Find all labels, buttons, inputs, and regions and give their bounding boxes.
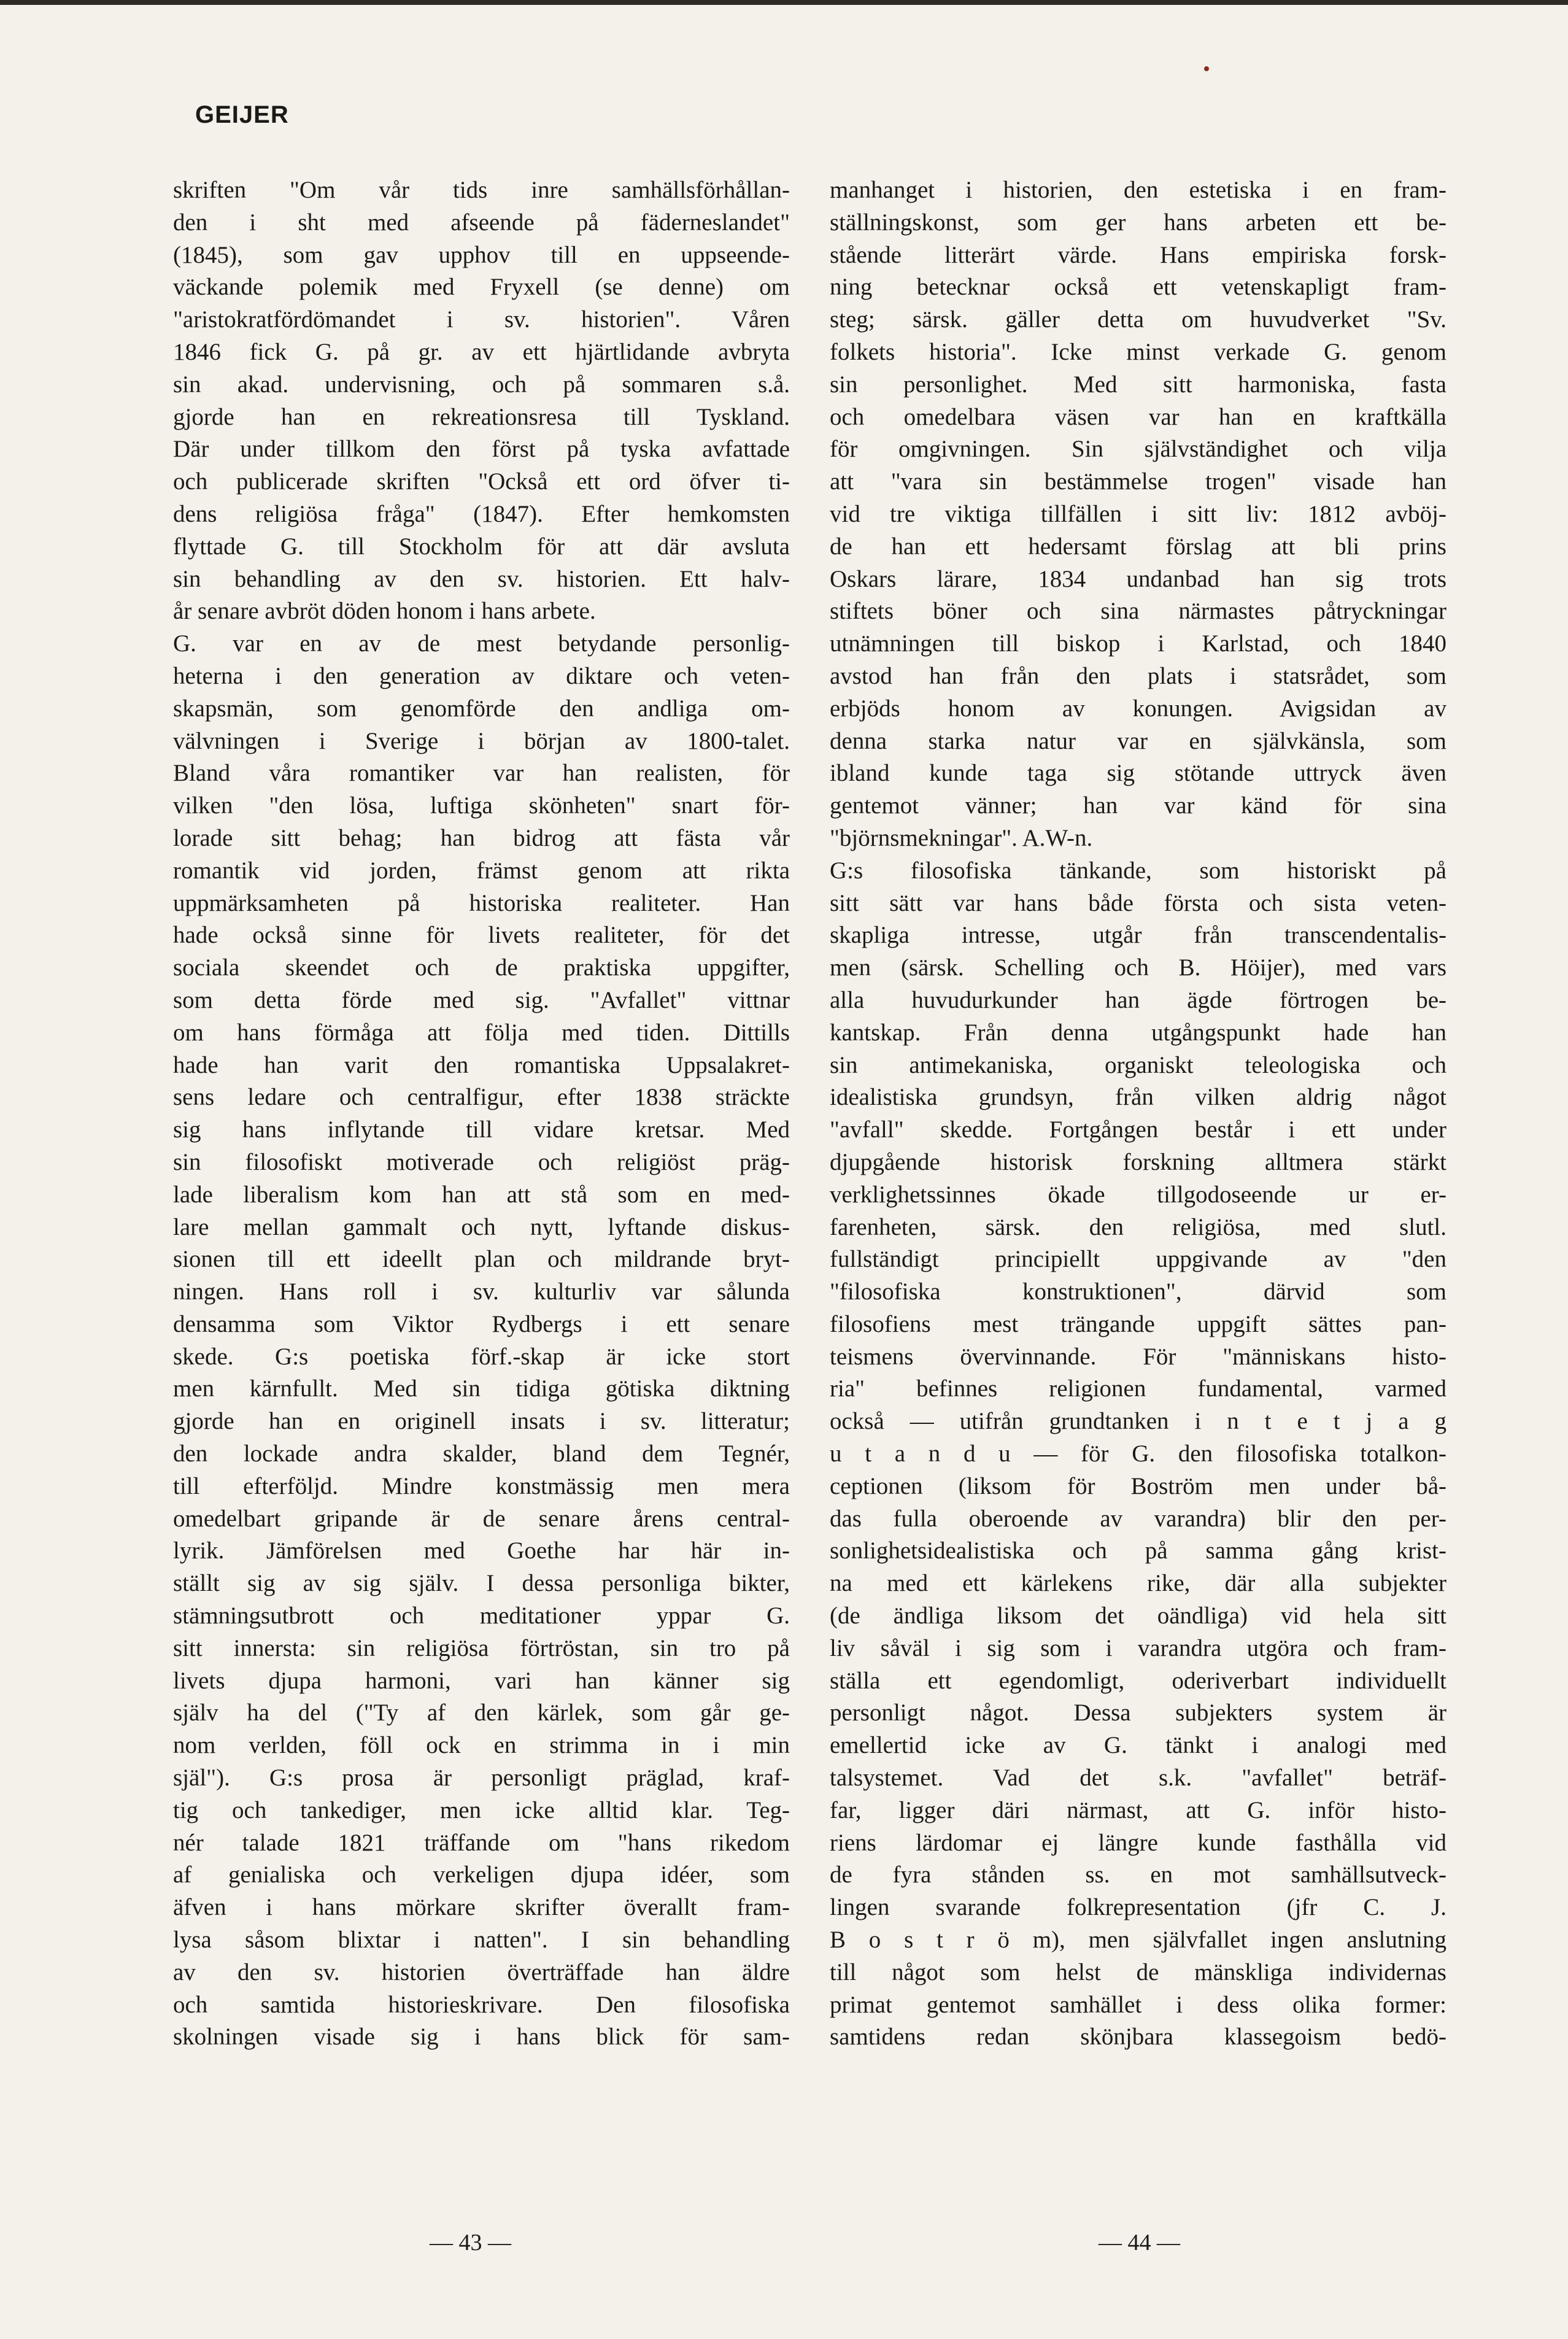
text-line: folkets historia". Icke minst verkade G. genom — [830, 338, 1446, 365]
text-line: das fulla oberoende av varandra) blir den per- — [830, 1505, 1446, 1532]
text-line: själv ha del ("Ty af den kärlek, som går ge- — [173, 1699, 790, 1726]
text-line: uppmärksamheten på historiska realiteter. Han — [173, 889, 790, 916]
text-line: liv såväl i sig som i varandra utgöra och fram- — [830, 1634, 1446, 1661]
text-line: u t a n d u — för G. den filosofiska totalkon- — [830, 1440, 1446, 1467]
text-line: dens religiösa fråga" (1847). Efter hemkomsten — [173, 500, 790, 527]
text-line: G. var en av de mest betydande personlig- — [173, 630, 790, 657]
text-line: na med ett kärlekens rike, där alla subjekter — [830, 1570, 1446, 1597]
page-number-right: — 44 — — [1099, 2230, 1180, 2256]
text-line: lare mellan gammalt och nytt, lyftande diskus- — [173, 1213, 790, 1240]
text-line: ning betecknar också ett vetenskapligt fram- — [830, 274, 1446, 301]
text-line: sin akad. undervisning, och på sommaren s.å. — [173, 371, 790, 398]
text-line: idealistiska grundsyn, från vilken aldrig något — [830, 1084, 1446, 1111]
text-line: teismens övervinnande. För "människans histo- — [830, 1343, 1446, 1370]
text-line: densamma som Viktor Rydbergs i ett senare — [173, 1310, 790, 1337]
left-column — [173, 174, 790, 2054]
text-line: om hans förmåga att följa med tiden. Dittills — [173, 1019, 790, 1046]
text-line: romantik vid jorden, främst genom att rikta — [173, 857, 790, 884]
text-line: "björnsmekningar". A.W-n. — [830, 824, 1093, 851]
text-line: också — utifrån grundtanken i n t e t j a g — [830, 1408, 1446, 1435]
text-line: stående litterärt värde. Hans empiriska forsk- — [830, 241, 1446, 268]
text-line: "avfall" skedde. Fortgången består i ett under — [830, 1116, 1446, 1143]
text-line: till efterföljd. Mindre konstmässig men mera — [173, 1472, 790, 1499]
text-line: av den sv. historien överträffade han äldre — [173, 1958, 790, 1985]
text-line: samtidens redan skönjbara klassegoism bedö- — [830, 2024, 1446, 2051]
text-line: ningen. Hans roll i sv. kulturliv var sålunda — [173, 1278, 790, 1305]
text-line: gjorde han en rekreationsresa till Tyskland. — [173, 403, 790, 430]
text-line: sin personlighet. Med sitt harmoniska, fasta — [830, 371, 1446, 398]
text-line: sociala skeendet och de praktiska uppgifter, — [173, 954, 790, 981]
text-line: men kärnfullt. Med sin tidiga götiska diktning — [173, 1375, 790, 1402]
text-line: riens lärdomar ej längre kunde fasthålla vid — [830, 1829, 1446, 1856]
print-speck — [1204, 66, 1209, 71]
text-line: flyttade G. till Stockholm för att där avsluta — [173, 533, 790, 560]
text-line: ibland kunde taga sig stötande uttryck även — [830, 760, 1446, 787]
text-line: avstod han från den plats i statsrådet, som — [830, 662, 1446, 689]
text-line: lingen svarande folkrepresentation (jfr C. J. — [830, 1894, 1446, 1921]
text-line: far, ligger däri närmast, att G. inför histo- — [830, 1796, 1446, 1823]
text-line: "aristokratfördömandet i sv. historien". Våren — [173, 306, 790, 333]
text-line: sitt innersta: sin religiösa förtröstan, sin tro på — [173, 1634, 790, 1661]
top-edge-rule — [0, 0, 1568, 5]
text-line: skapliga intresse, utgår från transcendentalis- — [830, 922, 1446, 949]
text-line: nom verlden, föll ock en strimma in i min — [173, 1732, 790, 1759]
text-line: skolningen visade sig i hans blick för sam- — [173, 2024, 790, 2051]
text-line: manhanget i historien, den estetiska i en fram- — [830, 177, 1446, 203]
text-line: sionen till ett ideellt plan och mildrande bryt- — [173, 1246, 790, 1273]
text-line: skede. G:s poetiska förf.-skap är icke stort — [173, 1343, 790, 1370]
text-line: väckande polemik med Fryxell (se denne) om — [173, 274, 790, 301]
text-line: sens ledare och centralfigur, efter 1838 sträckte — [173, 1084, 790, 1111]
text-line: omedelbart gripande är de senare årens central- — [173, 1505, 790, 1532]
text-line: af genialiska och verkeligen djupa idéer, som — [173, 1862, 790, 1889]
text-line: G:s filosofiska tänkande, som historiskt på — [830, 857, 1446, 884]
text-line: sin behandling av den sv. historien. Ett halv- — [173, 565, 790, 592]
text-line: och samtida historieskrivare. Den filosofiska — [173, 1991, 790, 2018]
text-line: att "vara sin bestämmelse trogen" visade han — [830, 468, 1446, 495]
text-line: till något som helst de mänskliga individernas — [830, 1958, 1446, 1985]
text-line: farenheten, särsk. den religiösa, med slutl. — [830, 1213, 1446, 1240]
text-line: primat gentemot samhället i dess olika former: — [830, 1991, 1446, 2018]
text-line: emellertid icke av G. tänkt i analogi med — [830, 1732, 1446, 1759]
text-line: verklighetssinnes ökade tillgodoseende ur er- — [830, 1181, 1446, 1208]
text-line: stämningsutbrott och meditationer yppar G. — [173, 1603, 790, 1630]
text-line: sig hans inflytande till vidare kretsar. Med — [173, 1116, 790, 1143]
text-line: filosofiens mest trängande uppgift sättes pan- — [830, 1310, 1446, 1337]
text-line: heterna i den generation av diktare och veten- — [173, 662, 790, 689]
text-line: erbjöds honom av konungen. Avigsidan av — [830, 695, 1446, 722]
text-line: Oskars lärare, 1834 undanbad han sig trots — [830, 565, 1446, 592]
text-line: utnämningen till biskop i Karlstad, och 1840 — [830, 630, 1446, 657]
text-line: skriften "Om vår tids inre samhällsförhållan- — [173, 177, 790, 203]
text-line: vid tre viktiga tillfällen i sitt liv: 1812 avböj- — [830, 500, 1446, 527]
text-line: "filosofiska konstruktionen", därvid som — [830, 1278, 1446, 1305]
text-line: ria" befinnes religionen fundamental, varmed — [830, 1375, 1446, 1402]
text-line: välvningen i Sverige i början av 1800-talet. — [173, 727, 790, 754]
text-line: Bland våra romantiker var han realisten, för — [173, 760, 790, 787]
text-line: Där under tillkom den först på tyska avfattade — [173, 436, 790, 463]
text-line: alla huvudurkunder han ägde förtrogen be- — [830, 986, 1446, 1013]
text-line: lysa såsom blixtar i natten". I sin behandling — [173, 1927, 790, 1954]
text-line: 1846 fick G. på gr. av ett hjärtlidande avbryta — [173, 338, 790, 365]
text-line: lyrik. Jämförelsen med Goethe har här in- — [173, 1537, 790, 1564]
text-line: sitt sätt var hans både första och sista veten- — [830, 889, 1446, 916]
text-line: sonlighetsidealistiska och på samma gång krist- — [830, 1537, 1446, 1564]
text-line: kantskap. Från denna utgångspunkt hade han — [830, 1019, 1446, 1046]
text-line: nér talade 1821 träffande om "hans rikedom — [173, 1829, 790, 1856]
text-line: ställa ett egendomligt, oderiverbart individuellt — [830, 1667, 1446, 1694]
text-line: och publicerade skriften "Också ett ord öfver ti- — [173, 468, 790, 495]
text-line: personligt något. Dessa subjekters system är — [830, 1699, 1446, 1726]
text-line: år senare avbröt döden honom i hans arbete. — [173, 598, 596, 625]
text-line: ställt sig av sig själv. I dessa personliga bikter, — [173, 1570, 790, 1597]
text-line: gjorde han en originell insats i sv. litteratur; — [173, 1408, 790, 1435]
text-line: de fyra stånden ss. en mot samhällsutveck- — [830, 1862, 1446, 1889]
text-line: hade han varit den romantiska Uppsalakret- — [173, 1051, 790, 1078]
text-line: (de ändliga liksom det oändliga) vid hela sitt — [830, 1603, 1446, 1630]
text-line: lade liberalism kom han att stå som en med- — [173, 1181, 790, 1208]
running-head: GEIJER — [195, 101, 289, 128]
text-line: ställningskonst, som ger hans arbeten ett be- — [830, 209, 1446, 236]
text-line: denna starka natur var en självkänsla, som — [830, 727, 1446, 754]
text-line: sin antimekaniska, organiskt teleologiska och — [830, 1051, 1446, 1078]
text-line: sin filosofiskt motiverade och religiöst präg- — [173, 1148, 790, 1175]
text-line: ceptionen (liksom för Boström men under bå- — [830, 1472, 1446, 1499]
text-line: äfven i hans mörkare skrifter överallt fram- — [173, 1894, 790, 1921]
right-column — [830, 174, 1446, 2054]
text-line: stiftets böner och sina närmastes påtryckningar — [830, 598, 1446, 625]
text-line: den lockade andra skalder, bland dem Tegnér, — [173, 1440, 790, 1467]
text-line: steg; särsk. gäller detta om huvudverket "Sv. — [830, 306, 1446, 333]
text-line: djupgående historisk forskning alltmera stärkt — [830, 1148, 1446, 1175]
text-line: vilken "den lösa, luftiga skönheten" snart för- — [173, 792, 790, 819]
text-line: och omedelbara väsen var han en kraftkälla — [830, 403, 1446, 430]
text-line: som detta förde med sig. "Avfallet" vittnar — [173, 986, 790, 1013]
text-line: den i sht med afseende på fäderneslandet" — [173, 209, 790, 236]
text-line: själ"). G:s prosa är personligt präglad, kraf- — [173, 1765, 790, 1792]
text-line: talsystemet. Vad det s.k. "avfallet" beträf- — [830, 1765, 1446, 1792]
text-line: livets djupa harmoni, vari han känner sig — [173, 1667, 790, 1694]
text-line: (1845), som gav upphov till en uppseende- — [173, 241, 790, 268]
text-line: men (särsk. Schelling och B. Höijer), med vars — [830, 954, 1446, 981]
text-line: fullständigt principiellt uppgivande av "den — [830, 1246, 1446, 1273]
page-number-left: — 43 — — [430, 2230, 511, 2256]
text-line: hade också sinne för livets realiteter, för det — [173, 922, 790, 949]
text-line: lorade sitt behag; han bidrog att fästa vår — [173, 824, 790, 851]
text-line: tig och tankediger, men icke alltid klar. Teg- — [173, 1796, 790, 1823]
text-line: gentemot vänner; han var känd för sina — [830, 792, 1446, 819]
text-line: de han ett hedersamt förslag att bli prins — [830, 533, 1446, 560]
text-line: för omgivningen. Sin självständighet och vilja — [830, 436, 1446, 463]
text-line: B o s t r ö m), men självfallet ingen anslutning — [830, 1927, 1446, 1954]
text-line: skapsmän, som genomförde den andliga om- — [173, 695, 790, 722]
